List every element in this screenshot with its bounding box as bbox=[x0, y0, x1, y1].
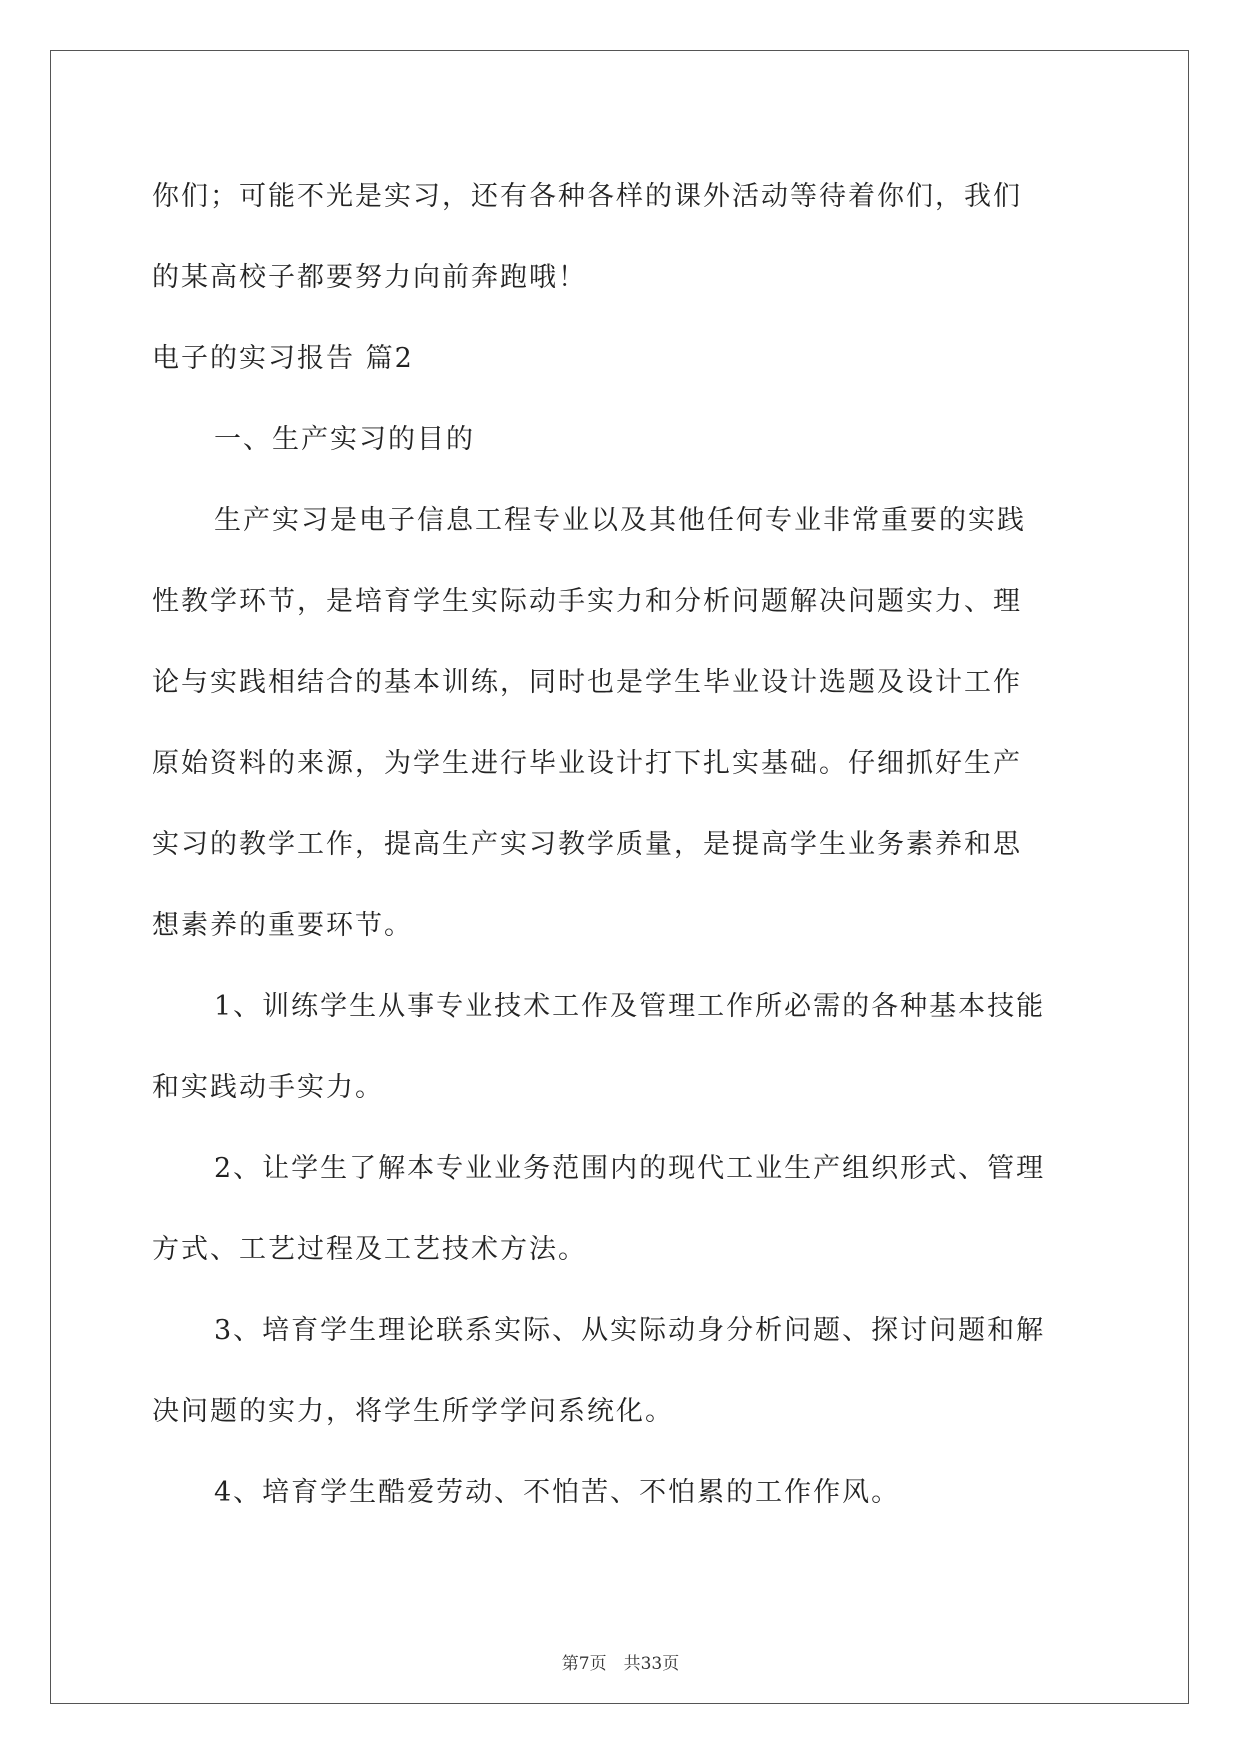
text-line: 论与实践相结合的基本训练，同时也是学生毕业设计选题及设计工作 bbox=[152, 667, 1022, 698]
text-line: 决问题的实力，将学生所学学问系统化。 bbox=[152, 1396, 674, 1427]
text-line: 的某高校子都要努力向前奔跑哦！ bbox=[152, 262, 587, 293]
list-item: 1、训练学生从事专业技术工作及管理工作所必需的各种基本技能 bbox=[214, 991, 1046, 1022]
text-line: 你们；可能不光是实习，还有各种各样的课外活动等待着你们，我们 bbox=[152, 181, 1022, 212]
list-item: 3、培育学生理论联系实际、从实际动身分析问题、探讨问题和解 bbox=[214, 1315, 1046, 1346]
page-number-footer: 第7页 共33页 bbox=[561, 1654, 680, 1674]
section-heading: 电子的实习报告 篇2 bbox=[152, 343, 414, 374]
text-line: 想素养的重要环节。 bbox=[152, 910, 413, 941]
list-item: 2、让学生了解本专业业务范围内的现代工业生产组织形式、管理 bbox=[214, 1153, 1046, 1184]
text-line: 实习的教学工作，提高生产实习教学质量，是提高学生业务素养和思 bbox=[152, 829, 1022, 860]
text-line: 生产实习是电子信息工程专业以及其他任何专业非常重要的实践 bbox=[214, 505, 1026, 536]
text-line: 和实践动手实力。 bbox=[152, 1072, 384, 1103]
subsection-heading: 一、生产实习的目的 bbox=[214, 424, 475, 455]
text-line: 性教学环节，是培育学生实际动手实力和分析问题解决问题实力、理 bbox=[152, 586, 1022, 617]
text-line: 方式、工艺过程及工艺技术方法。 bbox=[152, 1234, 587, 1265]
document-body bbox=[152, 156, 1087, 1533]
list-item: 4、培育学生酷爱劳动、不怕苦、不怕累的工作作风。 bbox=[214, 1477, 901, 1508]
text-line: 原始资料的来源，为学生进行毕业设计打下扎实基础。仔细抓好生产 bbox=[152, 748, 1022, 779]
